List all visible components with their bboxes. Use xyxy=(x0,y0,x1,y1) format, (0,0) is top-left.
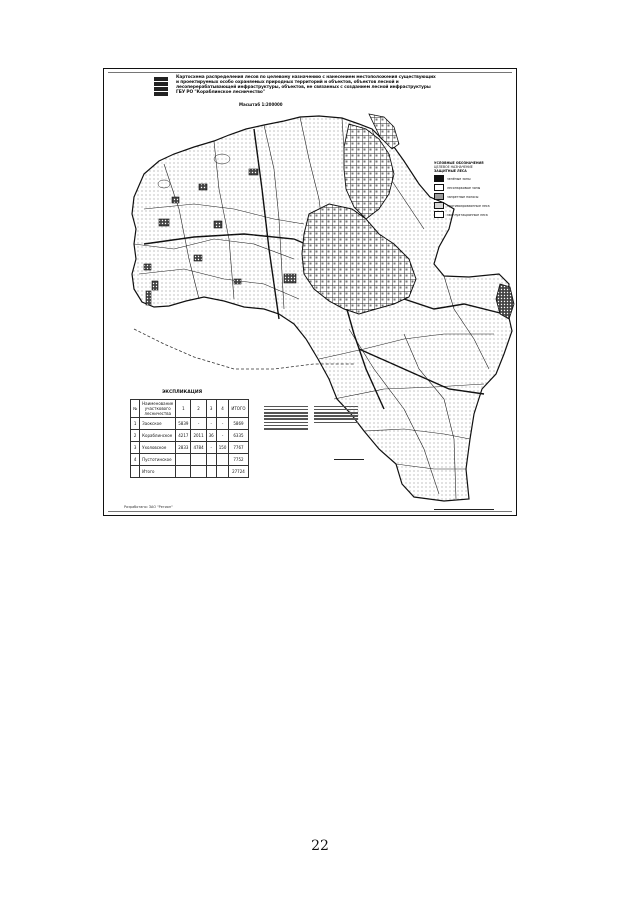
table-cell: 5839 xyxy=(176,418,191,430)
legend-item xyxy=(434,184,514,191)
table-cell: - xyxy=(216,418,229,430)
legend-label: запретные полосы xyxy=(447,194,479,199)
table-cell: 4784 xyxy=(191,442,206,454)
table-header-cell: 2 xyxy=(191,400,206,418)
table-cell: Итого xyxy=(140,466,176,478)
table-cell: 27724 xyxy=(229,466,248,478)
table-header-cell: 1 xyxy=(176,400,191,418)
table-cell xyxy=(206,466,216,478)
table-row xyxy=(131,454,249,466)
legend-swatch xyxy=(434,202,444,209)
table-row xyxy=(131,466,249,478)
conventional-signs-legend xyxy=(264,399,359,439)
table-cell: 150 xyxy=(216,442,229,454)
map-title-line: ГБУ РО "Кораблинское лесничество" xyxy=(176,90,265,95)
map-footer-note: Разработано: ЗАО "Регион" xyxy=(124,505,173,509)
legend-label: лесопарковые зоны xyxy=(447,185,481,190)
legend-swatch xyxy=(434,175,444,182)
table-cell: Пустотинское xyxy=(140,454,176,466)
map-scale: Масштаб 1:200000 xyxy=(239,102,283,107)
table-cell: Заокское xyxy=(140,418,176,430)
table-cell xyxy=(176,454,191,466)
table-cell xyxy=(206,454,216,466)
explication-table xyxy=(130,399,249,478)
map-stamp xyxy=(154,77,168,97)
table-cell xyxy=(176,466,191,478)
table-row xyxy=(131,430,249,442)
legend-heading: ЗАЩИТНЫЕ ЛЕСА xyxy=(434,169,467,173)
table-cell: 2011 xyxy=(191,430,206,442)
table-cell: 7752 xyxy=(229,454,248,466)
legend-heading: УСЛОВНЫЕ ОБОЗНАЧЕНИЯ xyxy=(434,161,484,165)
legend-label: зелёные зоны xyxy=(447,176,471,181)
table-cell: Ухоловское xyxy=(140,442,176,454)
table-row xyxy=(131,418,249,430)
table-cell xyxy=(191,454,206,466)
table-cell xyxy=(216,466,229,478)
table-header-cell: 4 xyxy=(216,400,229,418)
table-cell: 4217 xyxy=(176,430,191,442)
table-cell: 36 xyxy=(206,430,216,442)
table-cell xyxy=(191,466,206,478)
table-cell: 1 xyxy=(131,418,140,430)
table-header-cell: 3 xyxy=(206,400,216,418)
table-cell xyxy=(216,454,229,466)
legend-label: противоэрозионные леса xyxy=(447,203,490,208)
forest-map-figure xyxy=(103,68,517,516)
table-cell: 4 xyxy=(131,454,140,466)
map-title xyxy=(176,75,446,95)
legend-swatch xyxy=(434,193,444,200)
map-title-line: Картосхема распределения лесов по целевому назначению с нанесением местоположения существующих xyxy=(176,75,436,80)
map-title-line: лесоперерабатывающей инфраструктуры, объектов, не связанных с созданием лесной инфраструктуры xyxy=(176,85,431,90)
explication-title: ЭКСПЛИКАЦИЯ xyxy=(162,390,203,395)
legend-swatch xyxy=(434,211,444,218)
legend-column xyxy=(264,404,308,431)
table-header-cell: № xyxy=(131,400,140,418)
legend-item xyxy=(434,193,514,200)
table-cell: 3 xyxy=(131,442,140,454)
table-header-cell: ИТОГО xyxy=(229,400,248,418)
table-cell: 2 xyxy=(131,430,140,442)
legend-label: эксплуатационные леса xyxy=(447,212,488,217)
table-header-row xyxy=(131,400,249,418)
table-cell: - xyxy=(206,418,216,430)
map-title-line: и проектируемых особо охраняемых природных территорий и объектов, объектов лесной и xyxy=(176,80,399,85)
table-cell: 2833 xyxy=(176,442,191,454)
table-header-cell: Наименование участкового лесничества xyxy=(140,400,176,418)
page-number: 22 xyxy=(311,838,329,854)
legend-item xyxy=(434,211,514,218)
table-cell: 6335 xyxy=(229,430,248,442)
table-cell: 7767 xyxy=(229,442,248,454)
table-row xyxy=(131,442,249,454)
table-cell: 5869 xyxy=(229,418,248,430)
legend-item xyxy=(434,202,514,209)
table-cell: Кораблинское xyxy=(140,430,176,442)
map-legend xyxy=(434,161,514,220)
table-cell: - xyxy=(206,442,216,454)
legend-item xyxy=(434,175,514,182)
legend-swatch xyxy=(434,184,444,191)
table-cell: - xyxy=(191,418,206,430)
table-cell: - xyxy=(216,430,229,442)
table-cell xyxy=(131,466,140,478)
legend-column xyxy=(314,404,358,425)
legend-heading: ЦЕЛЕВОЕ НАЗНАЧЕНИЕ xyxy=(434,165,473,169)
